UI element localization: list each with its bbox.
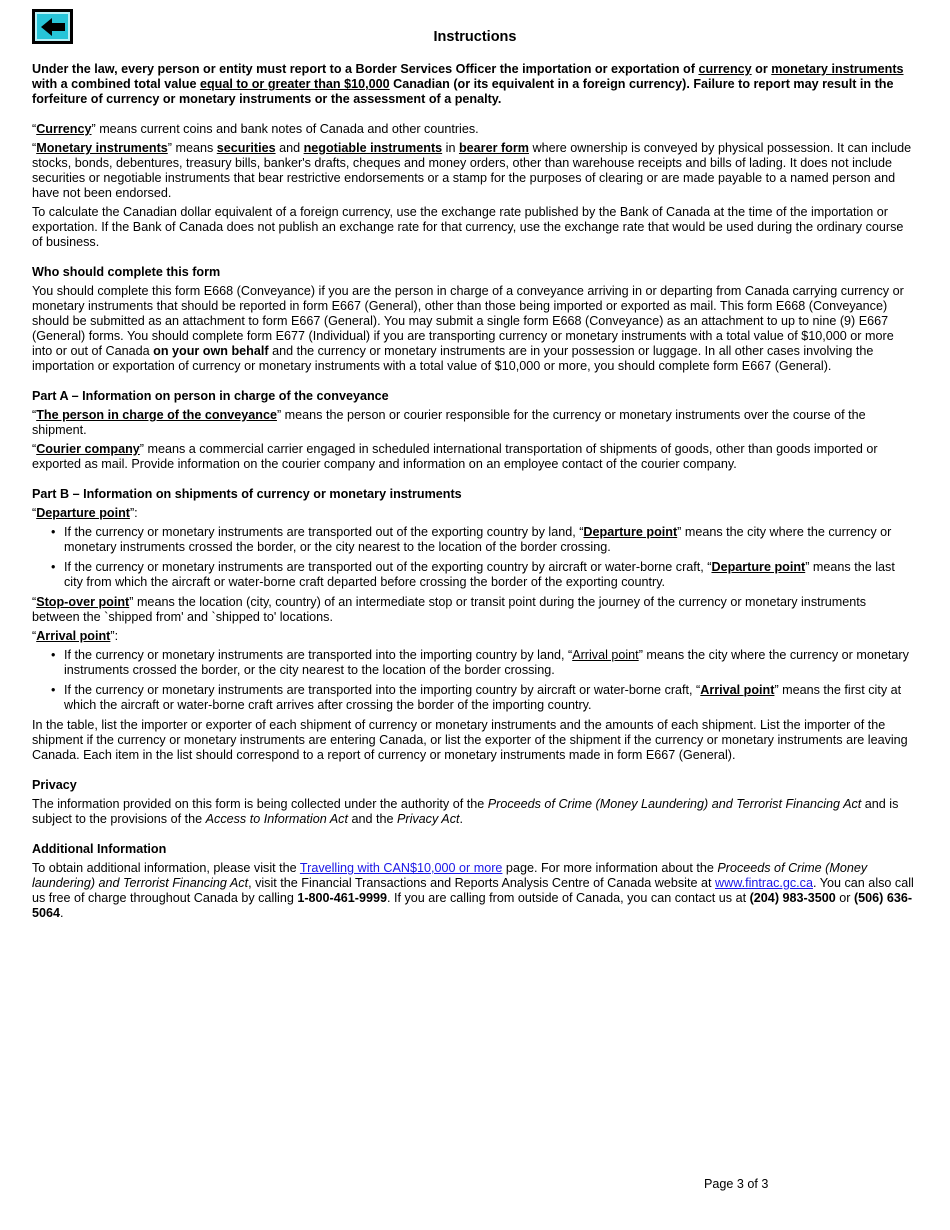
list-item: • If the currency or monetary instruments are transported out of the exporting country by aircraft or water-borne craft, “Departure point” means the last city from which the aircraft or water-borne craft departed before crossing the border of the exporting country. <box>64 560 916 590</box>
currency-definition: “Currency” means current coins and bank notes of Canada and other countries. <box>32 122 479 136</box>
stop-over-definition: “Stop-over point” means the location (city, country) of an intermediate stop or transit point during the journey of the currency or monetary instruments between the `shipped from' and `shipped to' locations. <box>32 595 867 624</box>
person-in-charge-definition: “The person in charge of the conveyance” means the person or courier responsible for the currency or monetary instruments over the course of the shipment. <box>32 408 866 437</box>
departure-point-list <box>32 525 916 590</box>
departure-point-label: “Departure point”: <box>32 506 138 520</box>
privacy-paragraph: The information provided on this form is being collected under the authority of the Proceeds of Crime (Money Laundering) and Terrorist Financing Act and is subject to the provisions of the Access to Information Act and the Privacy Act. <box>32 797 899 826</box>
additional-info-heading: Additional Information <box>32 842 167 856</box>
who-paragraph: You should complete this form E668 (Conveyance) if you are the person in charge of a conveyance arriving in or departing from Canada carrying currency or monetary instruments that should be reported in form E667 (General), other than those being imported or exported as mail. This form E668 (Conveyance) should be submitted as an attachment to form E667 (General). You may submit a single form E668 (Conveyance) as an attachment to up to nine (9) E667 (General) forms. You should complete form E677 (Individual) if you are transporting currency or monetary instruments with a total value of $10,000 or more into or out of Canada on your own behalf and the currency or monetary instruments are in your possession or luggage. In all other cases involving the importation or exportation of currency or monetary instruments with a total value of $10,000 or more, you should complete form E667 (General). <box>32 284 904 373</box>
page-title: Instructions <box>433 29 517 45</box>
instructions-body <box>32 62 916 925</box>
list-item: • If the currency or monetary instruments are transported out of the exporting country by land, “Departure point” means the city where the currency or monetary instruments crossed the border, or the city nearest to the location of the border crossing. <box>64 525 916 555</box>
part-a-heading: Part A – Information on person in charge of the conveyance <box>32 389 389 403</box>
courier-company-definition: “Courier company” means a commercial carrier engaged in scheduled international transportation of shipments of goods, other than goods imported or exported as mail. Provide information on the courier company and information on an employee contact of the courier company. <box>32 442 878 471</box>
monetary-instruments-definition: “Monetary instruments” means securities and negotiable instruments in bearer form where ownership is conveyed by physical possession. It can include stocks, bonds, debentures, treasury bills, banker's drafts, cheques and money orders, other than warehouse receipts and bills of lading. It does not include securities or negotiable instruments that bear restrictive endorsements or a stamp for the purposes of clearing or are made payable to a named person and have not been endorsed. <box>32 141 912 200</box>
part-b-heading: Part B – Information on shipments of currency or monetary instruments <box>32 487 462 501</box>
table-instructions: In the table, list the importer or exporter of each shipment of currency or monetary instruments and the amounts of each shipment. List the importer of the shipment if the currency or monetary instruments are entering Canada, or list the exporter of the shipment if the currency or monetary instruments are leaving Canada. Each item in the list should correspond to a report of currency or monetary instruments made in form E667 (General). <box>32 718 908 762</box>
fintrac-link[interactable]: www.fintrac.gc.ca <box>715 876 813 890</box>
arrival-point-list <box>32 648 916 713</box>
additional-info-paragraph: To obtain additional information, please visit the Travelling with CAN$10,000 or more page. For more information about the Proceeds of Crime (Money laundering) and Terrorist Financing Act, visit the Financial Transactions and Reports Analysis Centre of Canada website at www.fintrac.gc.ca. You can also call us free of charge throughout Canada by calling 1-800-461-9999. If you are calling from outside of Canada, you can contact us at (204) 983-3500 or (506) 636-5064. <box>32 861 914 920</box>
list-item: • If the currency or monetary instruments are transported into the importing country by land, “Arrival point” means the city where the currency or monetary instruments crossed the border, or the city nearest to the location of the border crossing. <box>64 648 916 678</box>
arrival-point-label: “Arrival point”: <box>32 629 119 643</box>
privacy-heading: Privacy <box>32 778 77 792</box>
intro-paragraph: Under the law, every person or entity must report to a Border Services Officer the importation or exportation of currency or monetary instruments with a combined total value equal to or greater than $10,000 Canadian (or its equivalent in a foreign currency). Failure to report may result in the forfeiture of currency or monetary instruments or the assessment of a penalty. <box>32 62 904 106</box>
exchange-rate-paragraph: To calculate the Canadian dollar equivalent of a foreign currency, use the exchange rate published by the Bank of Canada at the time of the importation or exportation. If the Bank of Canada does not publish an exchange rate for that currency, use the exchange rate that would be used during the ordinary course of business. <box>32 205 904 249</box>
page-number: Page 3 of 3 <box>704 1177 769 1191</box>
who-heading: Who should complete this form <box>32 265 221 279</box>
list-item: • If the currency or monetary instruments are transported into the importing country by aircraft or water-borne craft, “Arrival point” means the first city at which the aircraft or water-borne craft arrives after crossing the border of the importing country. <box>64 683 916 713</box>
travelling-link[interactable]: Travelling with CAN$10,000 or more <box>299 861 503 875</box>
